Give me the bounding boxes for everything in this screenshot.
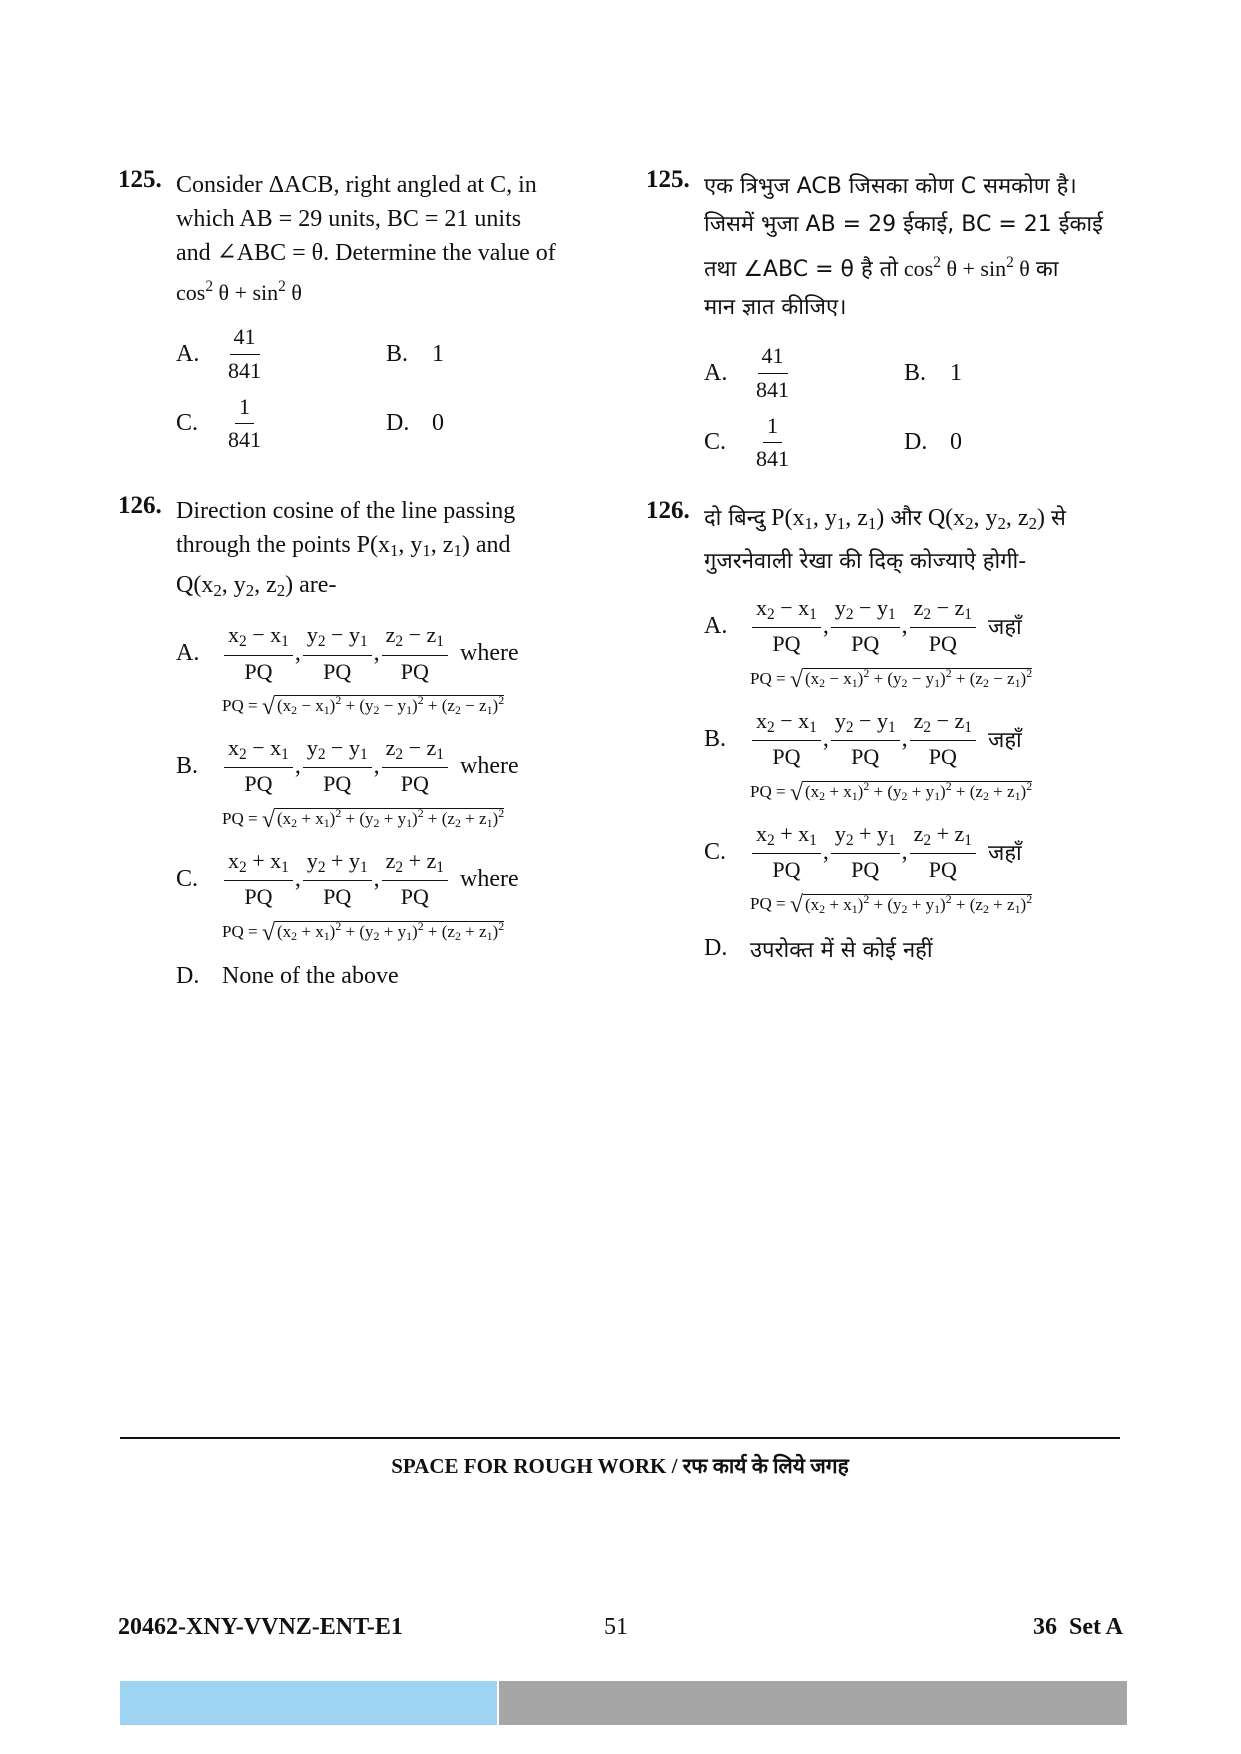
question-stem: Direction cosine of the line passing through the points $P(x_1$, $y_1$, $z_1$) and $Q(x_2$, $y_2$, $z_2$) are- — [176, 497, 516, 601]
question-number: 126. — [646, 496, 690, 524]
pq-formula: PQ = √ $(x_2 - x_1)^2 + (y_2 - y_1)^2 + (z_2 - z_1)^2$ — [222, 692, 505, 721]
question-126-hi — [646, 496, 1146, 964]
option-c[interactable]: C. $\frac{1}{841}$ — [176, 394, 386, 454]
set-label: 36 Set A — [1033, 1614, 1123, 1640]
option-a[interactable]: A. $\frac{41}{841}$ — [704, 343, 904, 403]
paper-code: 20462-XNY-VVNZ-ENT-E1 — [118, 1614, 403, 1640]
pq-formula: PQ = √ $(x_2 + x_1)^2 + (y_2 + y_1)^2 + (z_2 + z_1)^2$ — [750, 891, 1033, 919]
question-stem: एक त्रिभुज ACB जिसका कोण C समकोण है। जिसमें भुजा AB = 29 ईकाई, BC = 21 ईकाई तथा ∠ABC = θ है तो $\cos^2 \theta + \sin^2 \theta$ का मान ज्ञात कीजिए। — [704, 174, 1103, 321]
option-a[interactable]: A. $\frac{x_2 - x_1}{PQ}$ , $\frac{y_2 - y_1}{PQ}$ , $\frac{z_2 - z_1}{PQ}$ जहाँ PQ = √ $(x_2 - x_1)^2 + (y_2 - y_1)^2 + (z_2 - z_1)^2$ — [704, 595, 1146, 694]
option-b[interactable]: B. $\frac{x_2 - x_1}{PQ}$ , $\frac{y_2 - y_1}{PQ}$ , $\frac{z_2 - z_1}{PQ}$ जहाँ PQ = √ $(x_2 + x_1)^2 + (y_2 + y_1)^2 + (z_2 + z_1)^2$ — [704, 708, 1146, 807]
pq-formula: PQ = √ $(x_2 + x_1)^2 + (y_2 + y_1)^2 + (z_2 + z_1)^2$ — [750, 778, 1033, 806]
question-number: 125. — [118, 166, 162, 193]
expression-cos2-sin2: $\cos^2 \theta + \sin^2 \theta$ — [176, 278, 302, 306]
option-d[interactable]: D. 0 — [904, 429, 962, 456]
option-a[interactable]: A. $\frac{41}{841}$ — [176, 324, 386, 384]
option-b[interactable]: B. 1 — [904, 359, 962, 386]
fraction: $\frac{41}{841}$ — [756, 343, 789, 402]
option-c[interactable]: C. $\frac{1}{841}$ — [704, 413, 904, 473]
question-125-hi — [646, 168, 1146, 473]
option-c[interactable]: C. $\frac{x_2 + x_1}{PQ}$ , $\frac{y_2 + y_1}{PQ}$ , $\frac{z_2 + z_1}{PQ}$ जहाँ PQ = √ $(x_2 + x_1)^2 + (y_2 + y_1)^2 + (z_2 + z_1)^2$ — [704, 821, 1146, 920]
question-stem: Consider ΔACB, right angled at C, in which AB = 29 units, BC = 21 units and ∠ABC = θ. Determine the value of $\cos^2 \theta + \sin^2 \theta$ — [176, 168, 618, 310]
fraction: $\frac{41}{841}$ — [228, 324, 261, 383]
english-column — [118, 168, 618, 990]
fraction: $\frac{1}{841}$ — [228, 394, 261, 453]
footer-bar-blue — [120, 1681, 497, 1725]
question-125-en — [118, 168, 618, 454]
rough-work-label: SPACE FOR ROUGH WORK / रफ कार्य के लिये जगह — [391, 1454, 849, 1478]
option-d[interactable]: D. उपरोक्त में से कोई नहीं — [704, 935, 933, 963]
option-d[interactable]: D. 0 — [386, 410, 444, 437]
option-d[interactable]: D. None of the above — [176, 962, 399, 989]
footer-bar-gray — [499, 1681, 1127, 1725]
question-number: 125. — [646, 166, 690, 193]
fraction: $\frac{1}{841}$ — [756, 413, 789, 472]
rough-work-divider — [120, 1437, 1120, 1439]
pq-formula: PQ = √ $(x_2 - x_1)^2 + (y_2 - y_1)^2 + (z_2 - z_1)^2$ — [750, 665, 1033, 693]
pq-formula: PQ = √ $(x_2 + x_1)^2 + (y_2 + y_1)^2 + (z_2 + z_1)^2$ — [222, 805, 505, 833]
hindi-column — [646, 168, 1146, 964]
page-number: 51 — [604, 1614, 628, 1640]
option-c[interactable]: C. $\frac{x_2 + x_1}{PQ}$ , $\frac{y_2 + y_1}{PQ}$ , $\frac{z_2 + z_1}{PQ}$ where PQ = √ $(x_2 + x_1)^2 + (y_2 + y_1)^2 + (z_2 + z_1)^2$ — [176, 848, 618, 947]
question-number: 126. — [118, 491, 162, 519]
option-b[interactable]: B. 1 — [386, 340, 444, 367]
question-126-en — [118, 491, 618, 990]
option-a[interactable]: A. $\frac{x_2 - x_1}{PQ}$ , $\frac{y_2 - y_1}{PQ}$ , $\frac{z_2 - z_1}{PQ}$ where PQ = √ $(x_2 - x_1)^2 + (y_2 - y_1)^2 + (z_2 - z_1)^2$ — [176, 622, 618, 721]
option-b[interactable]: B. $\frac{x_2 - x_1}{PQ}$ , $\frac{y_2 - y_1}{PQ}$ , $\frac{z_2 - z_1}{PQ}$ where PQ = √ $(x_2 + x_1)^2 + (y_2 + y_1)^2 + (z_2 + z_1)^2$ — [176, 735, 618, 834]
question-stem: दो बिन्दु $P(x_1$, $y_1$, $z_1$) और $Q(x_2$, $y_2$, $z_2$) से गुजरनेवाली रेखा की दिक् कोज्याऐ होगी- — [704, 504, 1066, 574]
pq-formula: PQ = √ $(x_2 + x_1)^2 + (y_2 + y_1)^2 + (z_2 + z_1)^2$ — [222, 918, 505, 946]
